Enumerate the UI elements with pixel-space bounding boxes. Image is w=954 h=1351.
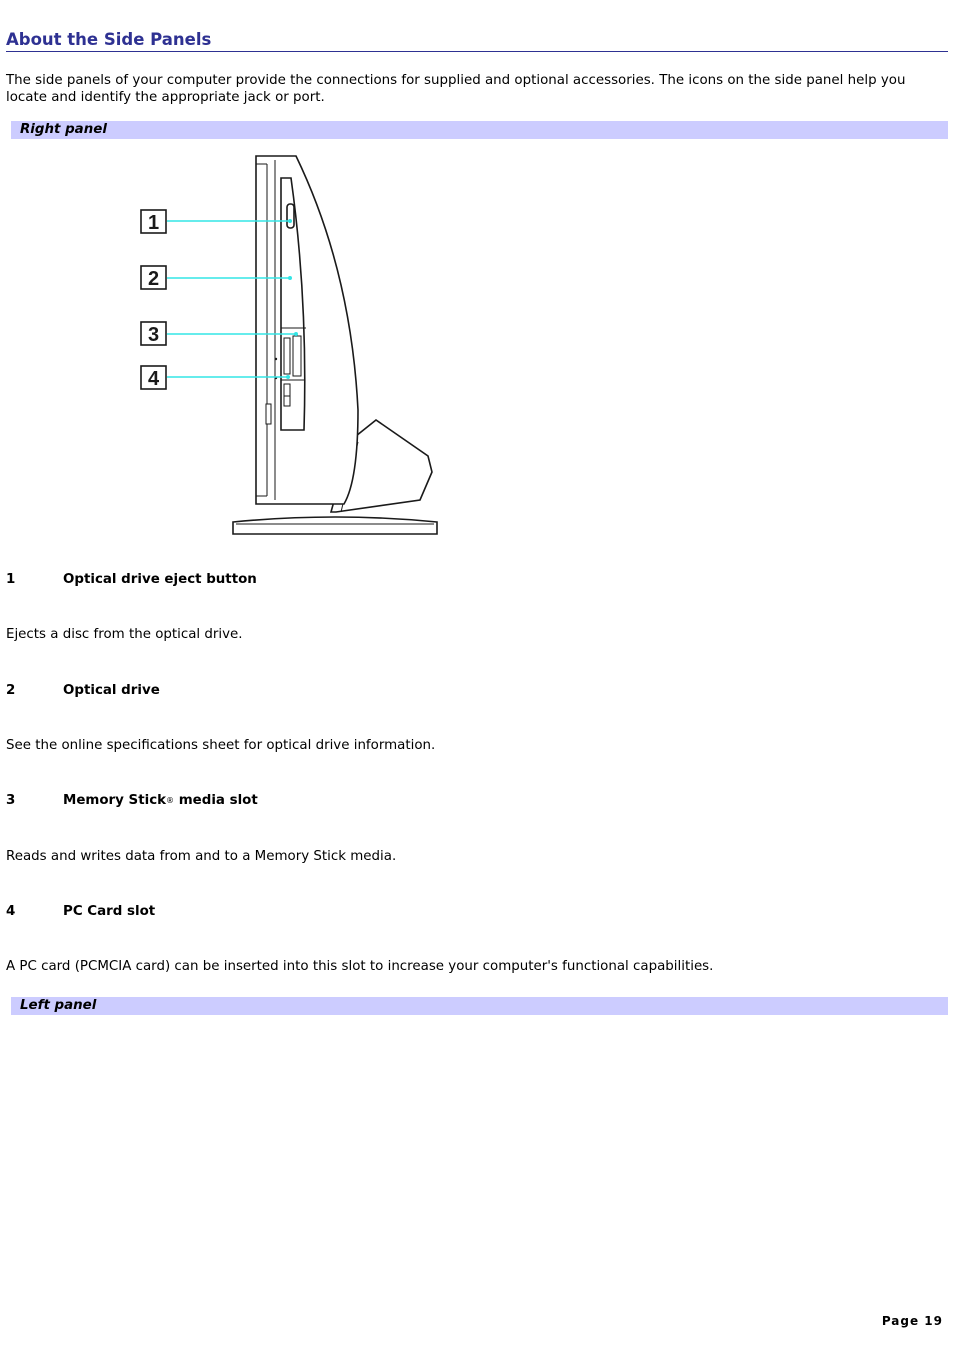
page-title: About the Side Panels [6,30,948,52]
registered-mark: ® [166,796,175,805]
section-header-right-panel [11,121,948,139]
section-title: Right panel [20,122,107,137]
item-name: Memory Stick [63,793,167,808]
item-number: 1 [6,572,16,587]
item-name-suffix: media slot [174,793,258,808]
item-name: Optical drive [63,683,160,698]
right-panel-figure [136,150,446,542]
section-header-left-panel [11,997,948,1015]
intro-paragraph: The side panels of your computer provide the connections for supplied and optional accessories. The icons on the side panel help you locate and identify the appropriate jack or port. [6,73,906,105]
item-description: Ejects a disc from the optical drive. [6,627,243,642]
item-number: 3 [6,793,16,808]
callout-number-2: 2 [147,268,160,290]
item-title [6,903,155,920]
page-number: Page 19 [881,1314,943,1328]
item-title [6,792,258,809]
item-description: A PC card (PCMCIA card) can be inserted into this slot to increase your computer's functional capabilities. [6,959,714,974]
item-number: 2 [6,683,16,698]
item-number: 4 [6,904,16,919]
callout-number-4: 4 [147,368,160,390]
callout-number-3: 3 [147,324,160,346]
item-name: Optical drive eject button [63,572,257,587]
item-description: See the online specifications sheet for optical drive information. [6,738,436,753]
section-title: Left panel [20,998,97,1013]
computer-side-view-illustration [136,150,446,542]
item-description: Reads and writes data from and to a Memory Stick media. [6,849,397,864]
item-name: PC Card slot [63,904,156,919]
item-title [6,682,160,699]
callout-number-1: 1 [147,212,160,234]
item-title [6,571,257,588]
